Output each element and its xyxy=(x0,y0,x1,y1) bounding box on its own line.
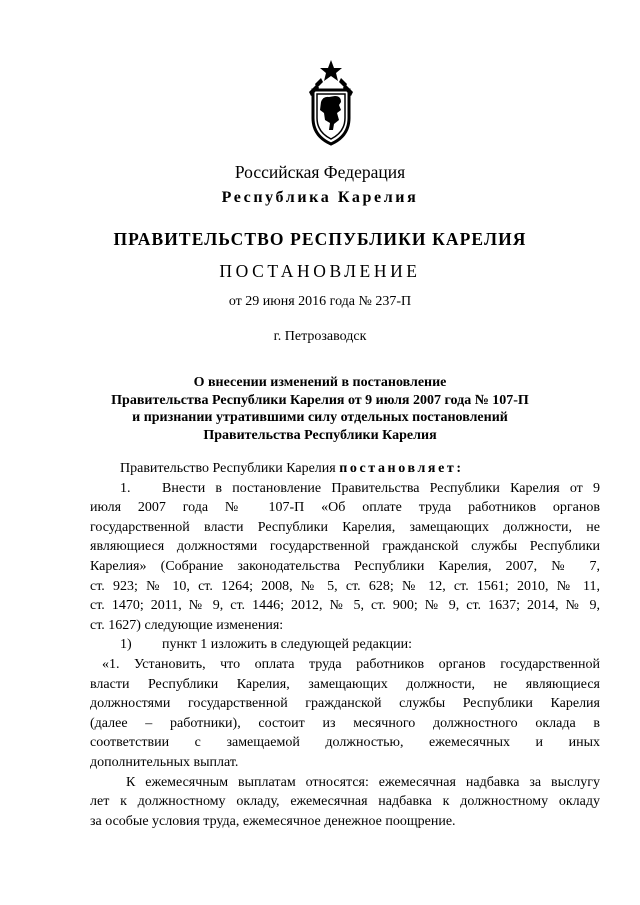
government-heading: ПРАВИТЕЛЬСТВО РЕСПУБЛИКИ КАРЕЛИЯ xyxy=(113,229,527,249)
quote-line: (далее – работники), состоит из месячного должностного оклада в xyxy=(90,715,600,731)
document-type: ПОСТАНОВЛЕНИЕ xyxy=(219,261,421,281)
document-title xyxy=(0,374,640,444)
quote-line: власти Республики Карелия, замещающих должности, не являющиеся xyxy=(90,676,600,692)
quote-line: «1. Установить, что оплата труда работников органов государственной xyxy=(102,656,600,672)
title-line: О внесении изменений в постановление xyxy=(193,375,447,390)
subitem-number: 1) xyxy=(120,637,132,653)
quote-line: должностями государственной гражданской службы Республики Карелия xyxy=(90,696,600,712)
paragraph-line: лет к должностному окладу, ежемесячная надбавка к должностному окладу xyxy=(90,794,600,810)
coat-of-arms-karelia-icon xyxy=(297,58,365,148)
paragraph-line: К ежемесячным выплатам относятся: ежемесячная надбавка за выслугу xyxy=(126,774,600,790)
paragraph-line: ст. 1627) следующие изменения: xyxy=(90,617,284,633)
federation-heading: Российская Федерация xyxy=(234,162,406,182)
title-line: и признании утратившими силу отдельных постановлений xyxy=(132,410,508,425)
paragraph-line: государственной власти Республики Карелия, замещающих должности, не xyxy=(90,519,600,535)
paragraph-line: за особые условия труда, ежемесячное денежное поощрение. xyxy=(90,813,456,829)
paragraph-line: июля 2007 года № 107-П «Об оплате труда работников органов xyxy=(90,500,600,516)
paragraph-line: ст. 1470; 2011, № 9, ст. 1446; 2012, № 5, ст. 900; № 9, ст. 1637; 2014, № 9, xyxy=(90,598,600,614)
paragraph-line: 1. Внести в постановление Правительства Республики Карелия от 9 xyxy=(90,479,600,499)
paragraph-line: ст. 923; № 10, ст. 1264; 2008, № 5, ст. 628; № 12, ст. 1561; 2010, № 11, xyxy=(90,578,600,594)
subitem-text: пункт 1 изложить в следующей редакции: xyxy=(162,637,412,653)
republic-heading: Республика Карелия xyxy=(221,189,419,206)
quote-line: соответствии с замещаемой должностью, ежемесячных и иных xyxy=(90,735,600,751)
intro-resolves: постановляет: xyxy=(339,461,464,476)
monthly-payments-paragraph xyxy=(90,773,600,832)
title-line: Правительства Республики Карелия xyxy=(203,427,437,443)
document-body xyxy=(90,459,600,831)
document-city: г. Петрозаводск xyxy=(273,329,367,344)
document-date: от 29 июня 2016 года № 237-П xyxy=(228,294,412,309)
title-line: Правительства Республики Карелия от 9 июля 2007 года № 107-П xyxy=(111,392,529,408)
paragraph-1 xyxy=(90,479,600,636)
paragraph-number: 1. xyxy=(120,480,131,496)
subitem-1 xyxy=(90,635,600,655)
quote-line: дополнительных выплат. xyxy=(90,754,239,770)
paragraph-line: являющиеся должностями государственной гражданской службы Республики xyxy=(90,539,600,555)
quoted-paragraph xyxy=(90,655,600,773)
intro-prefix: Правительство Республики Карелия xyxy=(120,461,340,476)
paragraph-line: Карелия» (Собрание законодательства Республики Карелия, 2007, № 7, xyxy=(90,558,600,574)
intro-paragraph xyxy=(90,459,600,479)
